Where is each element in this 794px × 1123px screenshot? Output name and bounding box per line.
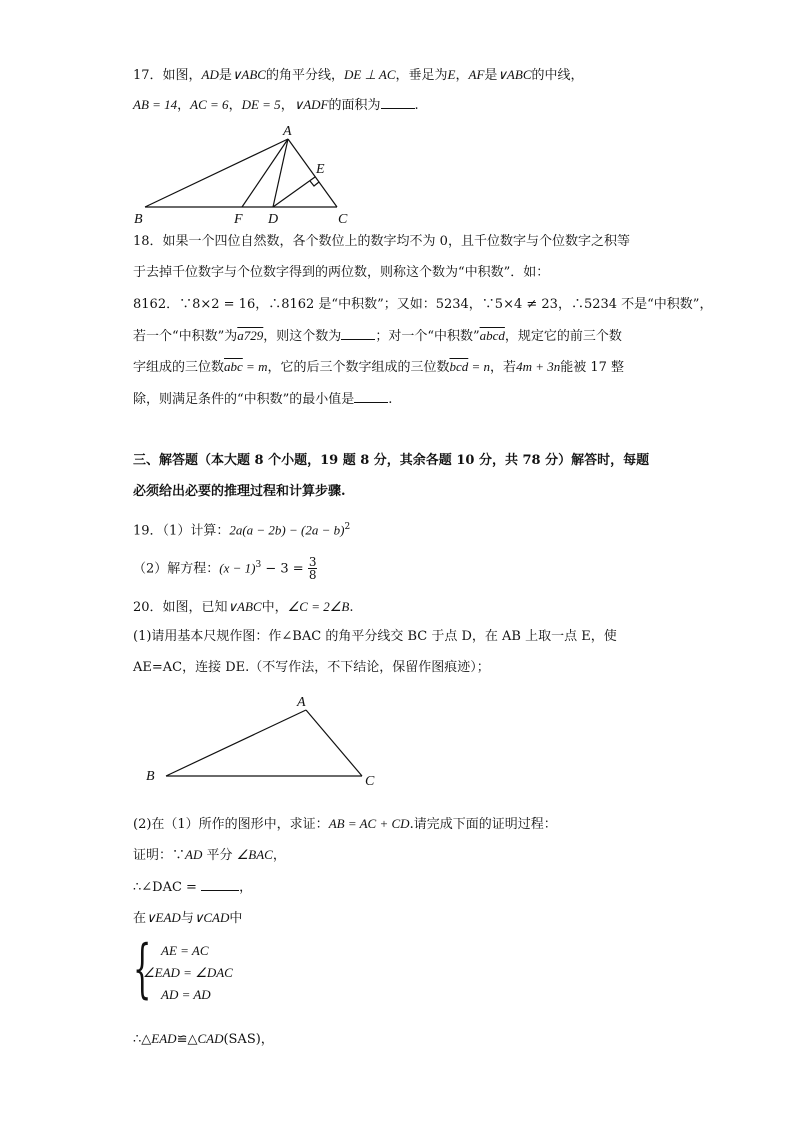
segment-AB <box>145 139 288 207</box>
label-A: A <box>283 124 292 139</box>
label-B: B <box>134 212 143 227</box>
label-A: A <box>297 695 306 710</box>
answer-blank[interactable] <box>381 96 415 109</box>
fraction-3-8: $\frac{3}{8}$ <box>308 555 317 583</box>
q18-line-1: 18．如果一个四位自然数，各个数位上的数字均不为 0，且千位数字与个位数字之积等 <box>133 234 630 249</box>
section-3-heading-2: 必须给出必要的推理过程和计算步骤. <box>133 484 346 499</box>
figure-20-triangle <box>140 690 400 790</box>
q18-line-4: 若一个“中积数”为a729，则这个数为 ；对一个“中积数”abcd，规定它的前三个数 <box>133 328 622 344</box>
segment-AC <box>306 710 362 776</box>
right-angle-mark <box>310 181 319 186</box>
answer-blank[interactable] <box>201 878 239 891</box>
q18-line-2: 于去掉千位数字与个位数字得到的两位数，则称这个数为“中积数”．如： <box>133 265 550 280</box>
label-E: E <box>316 162 325 177</box>
q20-line-8: ∴△EAD≌△CAD(SAS)， <box>133 1031 274 1047</box>
q19-part-1: 19．（1）计算：$2a(a - 2b) - (2a - b)^2$ <box>133 522 351 539</box>
q17-line-2: AB = 14，AC = 6，DE = 5，∨ADF的面积为 . <box>133 97 419 113</box>
segment-DE <box>273 177 315 207</box>
answer-blank[interactable] <box>341 327 375 340</box>
q18-line-5: 字组成的三位数$\overline{abc} = m$，它的后三个数字组成的三位数$\overline{bcd} = n$，若4m + 3n能被 17 整 <box>133 359 625 375</box>
q20-line-7: 在∨EAD与∨CAD中 <box>133 910 243 926</box>
q19-part-2: （2）解方程：$(x - 1)^3 - 3$ = $\frac{3}{8}$ <box>133 555 317 583</box>
q20-line-1: 20．如图，已知∨ABC中，∠C = 2∠B. <box>133 599 354 615</box>
label-C: C <box>365 774 375 789</box>
segment-AB <box>166 710 306 776</box>
q18-line-6: 除，则满足条件的“中积数”的最小值是 . <box>133 392 393 407</box>
figure-17-triangle <box>125 122 385 232</box>
condition-2: ∠EAD = ∠DAC <box>143 965 233 980</box>
q20-line-6: ∴∠DAC = ， <box>133 880 253 895</box>
label-D: D <box>268 212 279 227</box>
condition-1: AE = AC <box>161 943 209 958</box>
label-F: F <box>234 212 243 227</box>
section-3-heading-1: 三、解答题（本大题 8 个小题，19 题 8 分，其余各题 10 分，共 78 分）解答时，每题 <box>133 453 650 468</box>
q20-line-4: (2)在（1）所作的图形中，求证：AB = AC + CD.请完成下面的证明过程： <box>133 816 557 832</box>
q20-line-3: AE=AC，连接 DE.（不写作法，不下结论，保留作图痕迹）； <box>133 660 490 675</box>
left-brace: { <box>133 932 152 1006</box>
q20-line-2: (1)请用基本尺规作图：作∠BAC 的角平分线交 BC 于点 D，在 AB 上取一点 E，使 <box>133 629 617 644</box>
answer-blank[interactable] <box>354 390 388 403</box>
segment-AC <box>288 139 337 207</box>
label-B: B <box>146 769 155 784</box>
label-C: C <box>338 212 348 227</box>
q17-line-1: 17．如图，AD是∨ABC的角平分线，DE ⊥ AC，垂足为E，AF是∨ABC的中线， <box>133 67 584 83</box>
condition-3: AD = AD <box>161 987 211 1002</box>
q20-line-5: 证明：∵AD 平分 ∠BAC， <box>133 847 286 863</box>
q18-line-3: 8162．∵8×2 = 16，∴8162 是“中积数”；又如：5234，∵5×4 ≠ 23，∴5234 不是“中积数”， <box>133 297 713 312</box>
